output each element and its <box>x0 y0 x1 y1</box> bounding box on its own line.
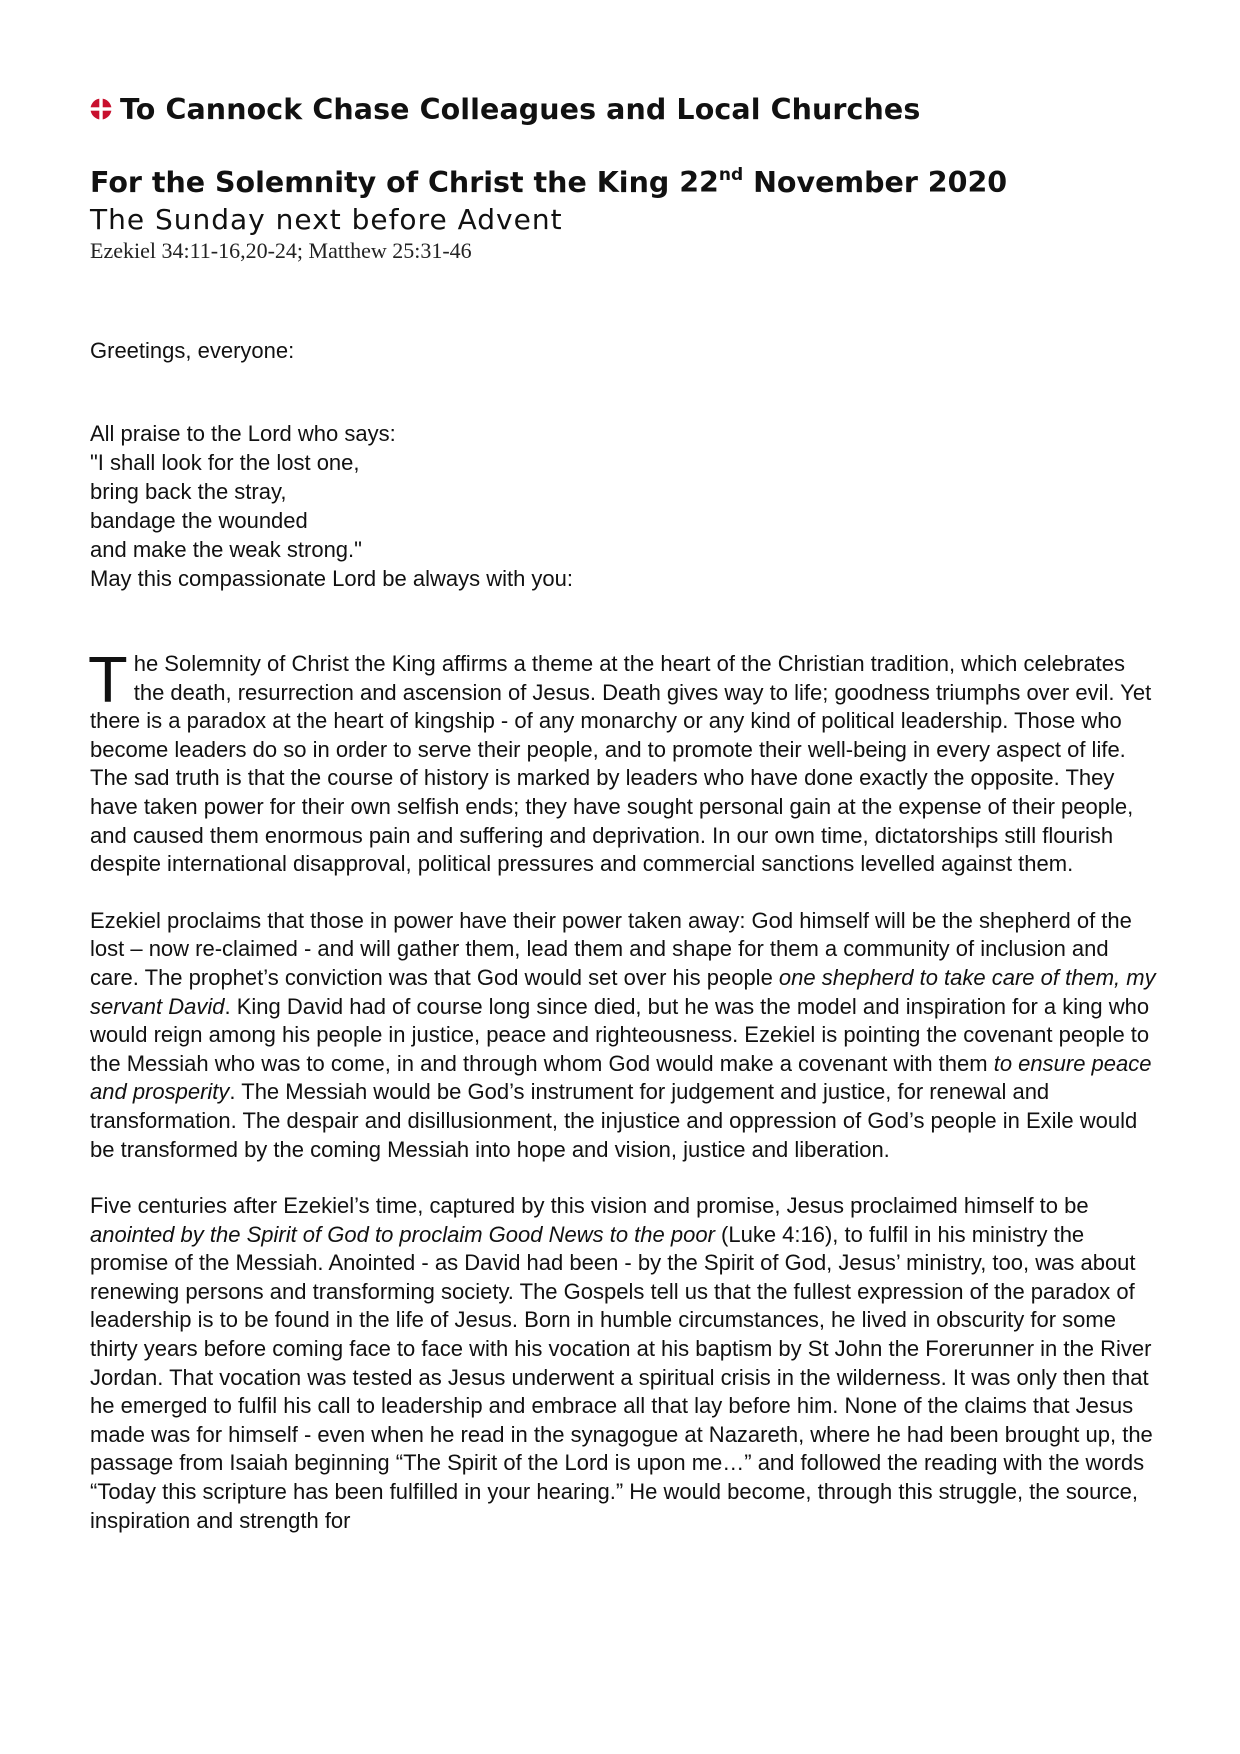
paragraph-italic: anointed by the Spirit of God to proclaim Good News to the poor <box>90 1221 715 1247</box>
opening-verse <box>90 419 1160 593</box>
opening-line: May this compassionate Lord be always with you: <box>90 566 574 591</box>
opening-line: All praise to the Lord who says: <box>90 421 396 446</box>
opening-line: bandage the wounded <box>90 508 308 533</box>
addressee-heading: To Cannock Chase Colleagues and Local Churches <box>120 92 921 126</box>
opening-line: "I shall look for the lost one, <box>90 450 360 475</box>
greeting: Greetings, everyone: <box>90 338 295 363</box>
paragraph-text: he Solemnity of Christ the King affirms a theme at the heart of the Christian tradition, which celebrates the death, resurrection and ascension of Jesus. Death gives way to life; goodness triumphs over evil. Yet there is a paradox at the heart of kingship - of any monarchy or any kind of political leadership. Those who become leaders do so in order to serve their people, and to promote their well-being in every aspect of life. The sad truth is that the course of history is marked by leaders who have done exactly the opposite. They have taken power for their own selfish ends; they have sought personal gain at the expense of their people, and caused them enormous pain and suffering and deprivation. In our own time, dictatorships still flourish despite international disapproval, political pressures and commercial sanctions levelled against them. <box>90 651 1152 877</box>
paragraph-1 <box>88 643 1160 879</box>
ordinal-suffix: nd <box>718 165 744 185</box>
paragraph-text: Five centuries after Ezekiel’s time, captured by this vision and promise, Jesus proclaimed himself to be <box>90 1193 1089 1219</box>
occasion-subtitle: The Sunday next before Advent <box>90 203 563 236</box>
letter-page <box>90 88 1160 1535</box>
paragraph-3 <box>90 1192 1160 1535</box>
scripture-readings: Ezekiel 34:11-16,20-24; Matthew 25:31-46 <box>90 238 472 263</box>
header <box>90 88 1160 130</box>
opening-line: bring back the stray, <box>90 479 287 504</box>
drop-cap: T <box>88 643 128 716</box>
paragraph-text: . King David had of course long since died, but he was the model and inspiration for a king who would reign among his people in justice, peace and righteousness. Ezekiel is pointing the covenant people to the Messiah who was to come, in and through whom God would make a covenant with them <box>90 993 1150 1076</box>
paragraph-text: Ezekiel proclaims that those in power have their power taken away: God himself will be the shepherd of the lost – now re-claimed - and will gather them, lead them and shape for them a community of inclusion and care. The prophet’s conviction was that God would set over his people <box>90 907 1132 990</box>
paragraph-text: . The Messiah would be God’s instrument for judgement and justice, for renewal and transformation. The despair and disillusionment, the injustice and oppression of God’s people in Exile would be transformed by the coming Messiah into hope and vision, justice and liberation. <box>90 1079 1138 1162</box>
red-cross-circle-icon <box>90 98 112 120</box>
paragraph-text: (Luke 4:16), to fulfil in his ministry the promise of the Messiah. Anointed - as David had been - by the Spirit of God, Jesus’ ministry, too, was about renewing persons and transforming society. The Gospels tell us that the fullest expression of the paradox of leadership is to be found in the life of Jesus. Born in humble circumstances, he lived in obscurity for some thirty years before coming face to face with his vocation at his baptism by St John the Forerunner in the River Jordan. That vocation was tested as Jesus underwent a spiritual crisis in the wilderness. It was only then that he emerged to fulfil his call to leadership and embrace all that lay before him. None of the claims that Jesus made was for himself - even when he read in the synagogue at Nazareth, where he had been brought up, the passage from Isaiah beginning “The Spirit of the Lord is upon me…” and followed the reading with the words “Today this scripture has been fulfilled in your hearing.” He would become, through this struggle, the source, inspiration and strength for <box>90 1221 1153 1533</box>
paragraph-italic: to ensure peace and prosperity <box>90 1050 1152 1105</box>
paragraph-2 <box>90 907 1160 1164</box>
occasion-title <box>90 164 1160 202</box>
paragraph-italic: one shepherd to take care of them, my servant David <box>90 964 1156 1019</box>
occasion-title-text: For the Solemnity of Christ the King 22 <box>90 166 719 199</box>
opening-line: and make the weak strong." <box>90 537 362 562</box>
occasion-title-date: November 2020 <box>743 166 1008 199</box>
